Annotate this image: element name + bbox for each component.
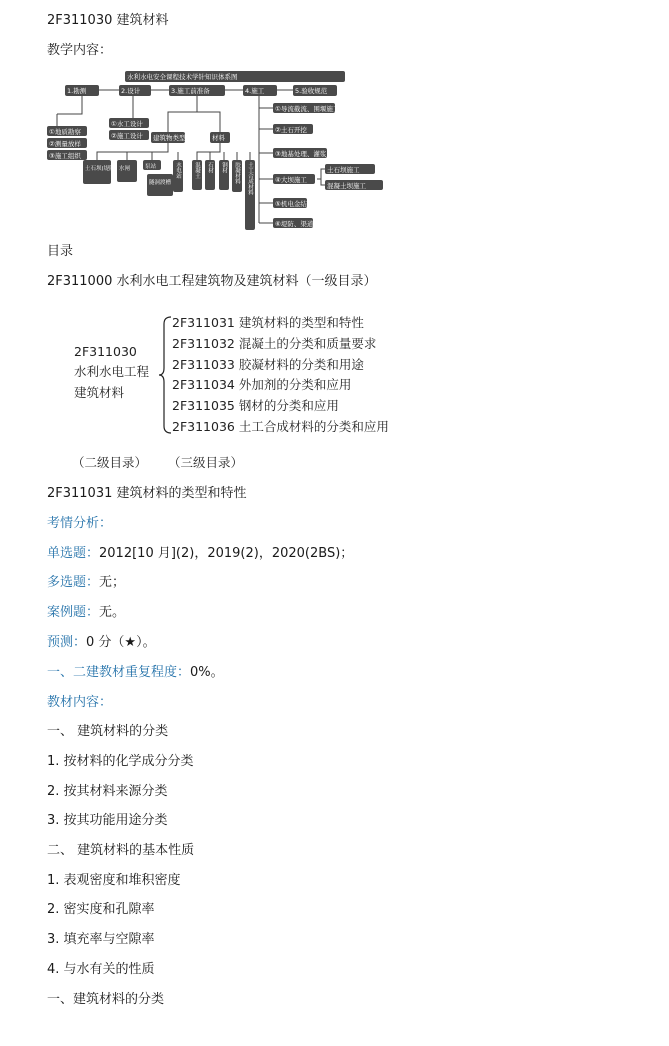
sub-material-3: 钢材 xyxy=(221,162,227,173)
toc-item-6: 2F311036 土工合成材料的分类和应用 xyxy=(172,419,389,434)
multi-choice-label: 多选题： xyxy=(47,575,100,590)
outline-item-1: 一、 建筑材料的分类 xyxy=(47,724,169,739)
node-structure-types: 建筑物类型 xyxy=(153,134,186,142)
toc-foot-second: （二级目录） xyxy=(72,455,148,470)
sub-material-5: 土工合成材料 xyxy=(247,162,253,195)
multi-choice-row xyxy=(47,574,125,592)
note-organization: ③施工组织 xyxy=(49,152,81,160)
note-survey: ②测量放样 xyxy=(49,140,81,148)
toc-left-sub: 建筑材料 xyxy=(74,385,125,400)
outline-item-5: 二、 建筑材料的基本性质 xyxy=(47,843,195,858)
page-code-title: 2F311030 建筑材料 xyxy=(47,13,169,28)
node-construction: 4.施工 xyxy=(245,87,265,95)
sub-structure-5: 水电站 xyxy=(175,162,181,179)
toc-item-3: 2F311033 胶凝材料的分类和用途 xyxy=(172,357,364,372)
toc-item-2: 2F311032 混凝土的分类和质量要求 xyxy=(172,336,377,351)
catalog-label: 目录 xyxy=(47,244,74,259)
predict-label: 预测： xyxy=(47,635,87,650)
last-heading: 一、建筑材料的分类 xyxy=(47,992,165,1007)
right-node-4: ④大坝施工 xyxy=(275,176,307,184)
analysis-label: 考情分析： xyxy=(47,516,113,531)
case-row xyxy=(47,604,125,622)
single-choice-row xyxy=(47,545,353,563)
outline-item-8: 3. 填充率与空隙率 xyxy=(47,932,155,947)
teach-content-label: 教学内容： xyxy=(47,43,113,58)
dam-node-concrete: 混凝土坝施工 xyxy=(327,182,366,190)
node-construction-design: ②施工设计 xyxy=(111,132,143,140)
toc-item-4: 2F311034 外加剂的分类和应用 xyxy=(172,377,352,392)
outline-item-9: 4. 与水有关的性质 xyxy=(47,962,155,977)
toc-brace xyxy=(158,316,172,434)
right-node-6: ⑥堤防、渠道 xyxy=(275,220,314,228)
content-label: 教材内容： xyxy=(47,695,113,710)
predict-value: 0 分（★）。 xyxy=(86,635,156,650)
single-choice-value: 2012[10 月](2)，2019(2)，2020(2BS)； xyxy=(99,546,354,561)
first-level-catalog: 2F311000 水利水电工程建筑物及建筑材料（一级目录） xyxy=(47,274,377,289)
sub-material-1: 混凝土 xyxy=(194,162,200,179)
catalog-figure xyxy=(60,308,420,473)
toc-foot-third: （三级目录） xyxy=(168,455,244,470)
right-node-3: ③地基处理、灌浆 xyxy=(275,150,327,158)
dam-node-earth: 土石坝施工 xyxy=(327,166,360,174)
outline-item-2: 1. 按材料的化学成分分类 xyxy=(47,754,194,769)
sub-material-2: 石材 xyxy=(207,162,213,173)
node-prep: 3.施工前准备 xyxy=(171,87,210,95)
sub-structure-4: 隧洞渡槽 xyxy=(149,180,172,186)
right-node-2: ②土石开挖 xyxy=(275,126,307,134)
outline-item-3: 2. 按其材料来源分类 xyxy=(47,784,168,799)
section-title: 2F311031 建筑材料的类型和特性 xyxy=(47,486,247,501)
right-node-1: ①导流截流、围堰施工 xyxy=(275,105,340,113)
toc-item-1: 2F311031 建筑材料的类型和特性 xyxy=(172,315,364,330)
outline-item-7: 2. 密实度和孔隙率 xyxy=(47,902,155,917)
multi-choice-value: 无； xyxy=(99,575,126,590)
outline-item-6: 1. 表观密度和堆积密度 xyxy=(47,873,181,888)
case-label: 案例题： xyxy=(47,605,100,620)
diagram-title: 水利水电安全课程技术学针知识体系图 xyxy=(127,73,238,81)
outline-item-4: 3. 按其功能用途分类 xyxy=(47,813,168,828)
overlap-row xyxy=(47,664,224,682)
right-node-5: ⑤机电金结 xyxy=(275,200,307,208)
sub-structure-2: 水闸 xyxy=(119,166,131,172)
node-hydraulic-design: ①水工设计 xyxy=(111,120,143,128)
case-value: 无。 xyxy=(99,605,126,620)
overlap-value: 0%。 xyxy=(190,665,224,680)
node-materials: 材料 xyxy=(212,134,225,142)
overlap-label: 一、二建教材重复程度： xyxy=(47,665,191,680)
node-acceptance: 5.验收规范 xyxy=(295,87,328,95)
node-survey: 1.勘测 xyxy=(67,87,87,95)
note-geology: ①地质勘察 xyxy=(49,128,81,136)
toc-left-name: 水利水电工程 xyxy=(74,364,150,379)
sub-structure-1: 土石坝(堤防) xyxy=(85,166,117,172)
sub-material-4: 胶凝材料 xyxy=(234,162,240,184)
toc-left-code: 2F311030 xyxy=(74,344,137,359)
node-design: 2.设计 xyxy=(121,87,141,95)
toc-item-5: 2F311035 钢材的分类和应用 xyxy=(172,398,339,413)
predict-row xyxy=(47,634,156,652)
sub-structure-3: 泵站 xyxy=(145,164,157,170)
single-choice-label: 单选题： xyxy=(47,546,100,561)
knowledge-diagram xyxy=(47,68,401,233)
